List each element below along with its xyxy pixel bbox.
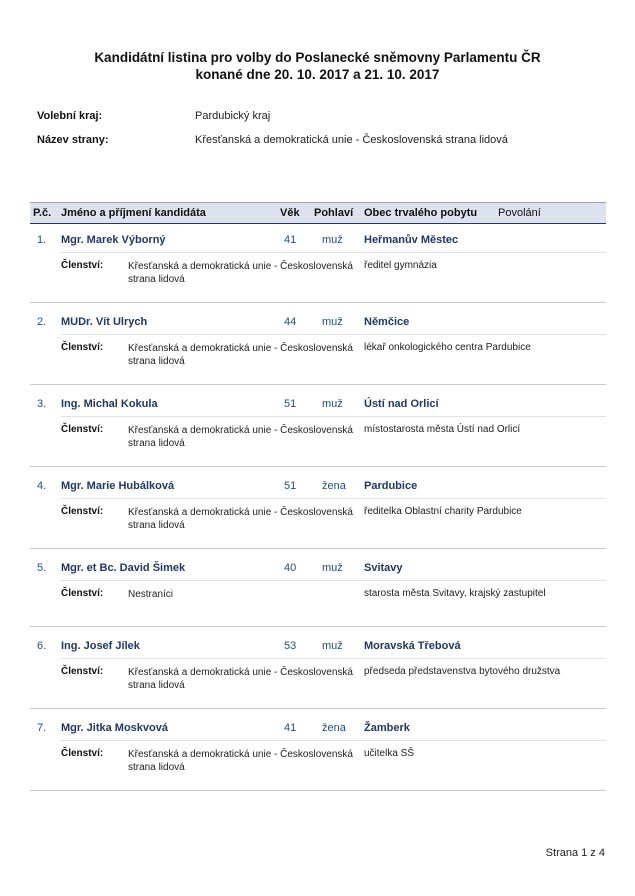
candidate-row — [30, 640, 606, 709]
row-divider — [61, 252, 606, 253]
candidate-name: Ing. Josef Jílek — [61, 640, 140, 652]
membership-label: Členství: — [61, 748, 104, 759]
candidate-number: 6. — [37, 640, 47, 652]
candidate-number: 3. — [37, 398, 47, 410]
candidate-city: Ústí nad Orlicí — [364, 398, 439, 410]
candidate-job: lékař onkologického centra Pardubice — [364, 342, 531, 353]
candidate-sex: žena — [322, 722, 346, 734]
candidate-age: 40 — [284, 562, 297, 574]
candidate-city: Svitavy — [364, 562, 403, 574]
candidate-city: Pardubice — [364, 480, 418, 492]
candidate-age: 41 — [284, 722, 297, 734]
membership-value: Nestraníci — [128, 589, 174, 600]
candidate-number: 4. — [37, 480, 47, 492]
membership-value: Křesťanská a demokratická unie - Československá strana lidová — [128, 261, 353, 285]
header-num: P.č. — [33, 207, 52, 219]
candidate-name: Mgr. Jitka Moskvová — [61, 722, 168, 734]
title-line-2: konané dne 20. 10. 2017 a 21. 10. 2017 — [195, 67, 440, 82]
candidate-name: Mgr. et Bc. David Šimek — [61, 562, 186, 574]
membership-value: Křesťanská a demokratická unie - Československá strana lidová — [128, 507, 353, 531]
candidate-sex: muž — [322, 398, 343, 410]
candidate-age: 51 — [284, 398, 297, 410]
row-divider — [61, 580, 606, 581]
membership-label: Členství: — [61, 666, 104, 677]
candidate-city: Moravská Třebová — [364, 640, 461, 652]
candidate-job: předseda představenstva bytového družstva — [364, 666, 561, 677]
party-value: Křesťanská a demokratická unie - Československá strana lidová — [195, 134, 508, 146]
candidate-number: 5. — [37, 562, 47, 574]
candidate-city: Žamberk — [364, 722, 410, 734]
header-city: Obec trvalého pobytu — [364, 207, 478, 219]
title-line-1: Kandidátní listina pro volby do Poslanecké sněmovny Parlamentu ČR — [94, 50, 541, 65]
row-divider — [61, 334, 606, 335]
candidate-row — [30, 398, 606, 467]
membership-value: Křesťanská a demokratická unie - Československá strana lidová — [128, 667, 353, 691]
row-divider — [61, 740, 606, 741]
candidate-number: 7. — [37, 722, 47, 734]
header-job: Povolání — [498, 207, 541, 219]
candidate-sex: muž — [322, 316, 343, 328]
candidate-sex: muž — [322, 562, 343, 574]
membership-label: Členství: — [61, 342, 104, 353]
candidate-row — [30, 234, 606, 303]
candidate-job: učitelka SŠ — [364, 748, 415, 759]
membership-label: Členství: — [61, 506, 104, 517]
candidate-number: 2. — [37, 316, 47, 328]
candidate-age: 53 — [284, 640, 297, 652]
header-sex: Pohlaví — [314, 207, 354, 219]
candidate-city: Heřmanův Městec — [364, 234, 459, 246]
membership-value: Křesťanská a demokratická unie - Československá strana lidová — [128, 425, 353, 449]
region-value: Pardubický kraj — [195, 110, 271, 122]
candidate-age: 41 — [284, 234, 297, 246]
table-header — [30, 202, 606, 224]
candidate-sex: muž — [322, 640, 343, 652]
candidate-city: Němčice — [364, 316, 410, 328]
membership-value: Křesťanská a demokratická unie - Československá strana lidová — [128, 749, 353, 773]
candidate-age: 51 — [284, 480, 297, 492]
candidate-age: 44 — [284, 316, 297, 328]
region-label: Volební kraj: — [37, 110, 103, 122]
row-divider — [61, 416, 606, 417]
candidate-name: Mgr. Marie Hubálková — [61, 480, 175, 492]
header-age: Věk — [280, 207, 300, 219]
party-label: Název strany: — [37, 134, 109, 146]
membership-label: Členství: — [61, 260, 104, 271]
candidate-row — [30, 480, 606, 549]
row-divider — [61, 658, 606, 659]
membership-label: Členství: — [61, 424, 104, 435]
candidate-job: místostarosta města Ústí nad Orlicí — [364, 424, 521, 435]
candidate-name: MUDr. Vít Ulrych — [61, 316, 148, 328]
candidate-sex: muž — [322, 234, 343, 246]
candidate-name: Mgr. Marek Výborný — [61, 234, 166, 246]
page-number: Strana 1 z 4 — [545, 847, 605, 859]
candidate-job: starosta města Svitavy, krajský zastupitel — [364, 588, 546, 599]
row-divider — [61, 498, 606, 499]
membership-value: Křesťanská a demokratická unie - Československá strana lidová — [128, 343, 353, 367]
candidate-name: Ing. Michal Kokula — [61, 398, 158, 410]
candidate-row — [30, 722, 606, 791]
header-name: Jméno a příjmení kandidáta — [61, 207, 206, 219]
candidate-job: ředitelka Oblastní charity Pardubice — [364, 506, 522, 517]
candidate-job: ředitel gymnázia — [364, 260, 437, 271]
candidate-row — [30, 316, 606, 385]
candidate-row — [30, 562, 606, 627]
candidate-number: 1. — [37, 234, 47, 246]
membership-label: Členství: — [61, 588, 104, 599]
candidate-sex: žena — [322, 480, 346, 492]
